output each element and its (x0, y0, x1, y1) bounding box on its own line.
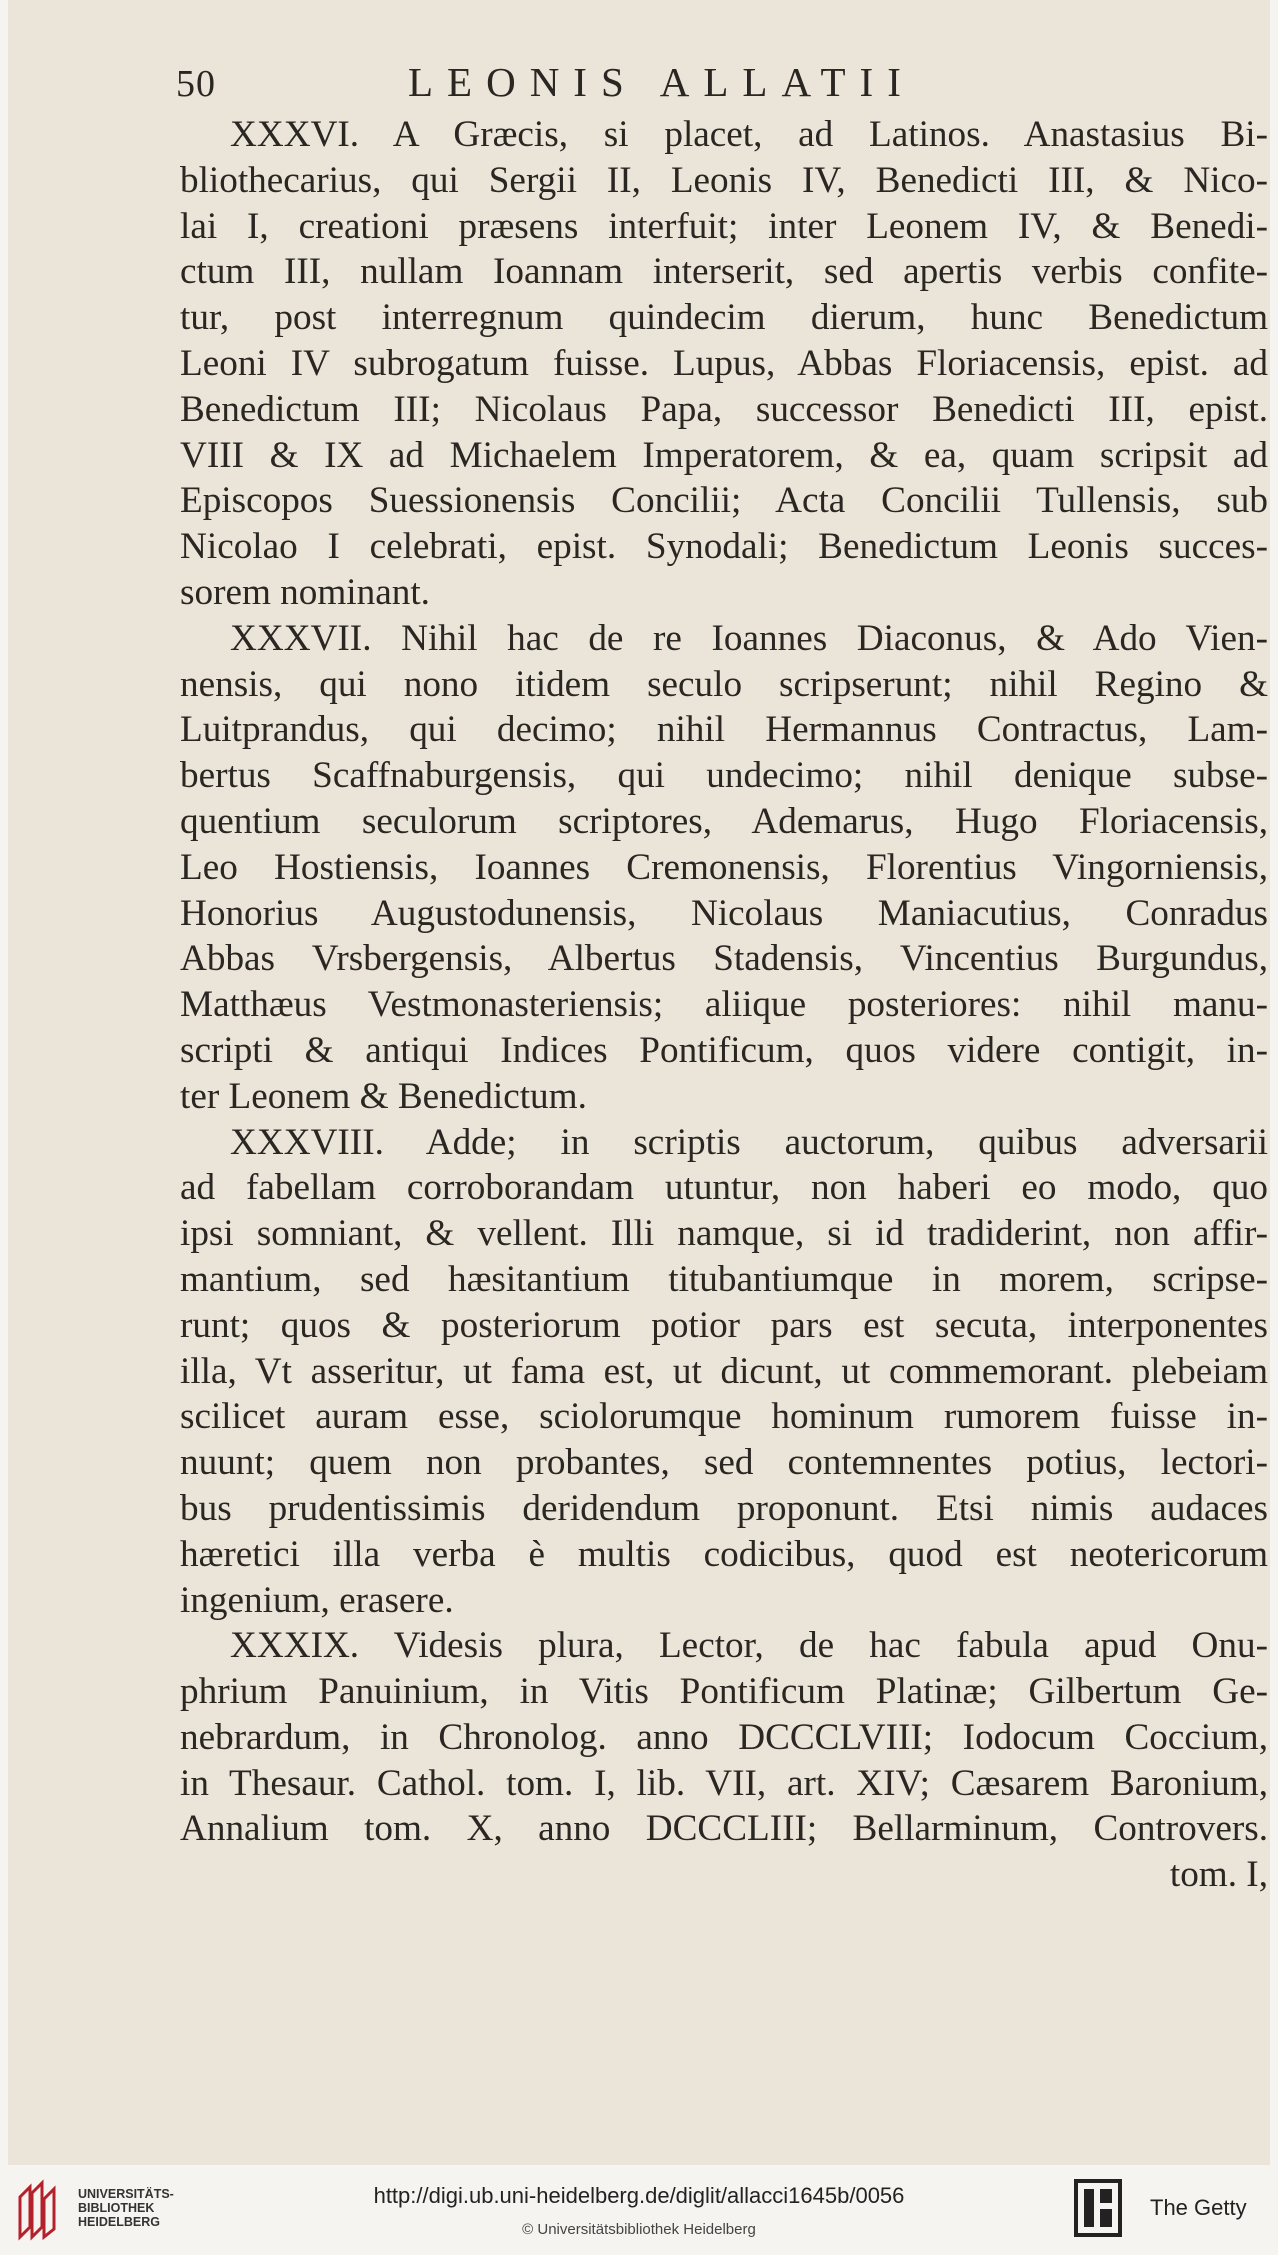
text-line: nensis, qui nono itidem seculo scripserunt; nihil Regino & (180, 663, 1268, 705)
text-line: nuunt; quem non probantes, sed contemnentes potius, lectori- (180, 1442, 1268, 1484)
text-line: XXXVII. Nihil hac de re Ioannes Diaconus, & Ado Vien- (230, 617, 1268, 659)
getty-logo-icon[interactable] (1074, 2179, 1122, 2237)
text-line: XXXVI. A Græcis, si placet, ad Latinos. Anastasius Bi- (230, 114, 1268, 155)
copyright-notice: © Universitätsbibliothek Heidelberg (522, 2221, 756, 2238)
text-line: VIII & IX ad Michaelem Imperatorem, & ea, quam scripsit ad (180, 434, 1268, 476)
text-line: ter Leonem & Benedictum. (180, 1075, 587, 1117)
text-line: hæretici illa verba è multis codicibus, quod est neotericorum (180, 1533, 1268, 1575)
text-line: Episcopos Suessionensis Concilii; Acta Concilii Tullensis, sub (180, 480, 1268, 522)
text-line: ad fabellam corroborandam utuntur, non haberi eo modo, quo (180, 1167, 1268, 1209)
text-line: Benedictum III; Nicolaus Papa, successor Benedicti III, epist. (180, 388, 1268, 430)
text-line: scilicet auram esse, sciolorumque hominum rumorem fuisse in- (180, 1396, 1268, 1438)
text-line: Annalium tom. X, anno DCCCLIII; Bellarminum, Controvers. (180, 1808, 1268, 1850)
permalink-url[interactable]: http://digi.ub.uni-heidelberg.de/diglit/allacci1645b/0056 (373, 2183, 905, 2208)
text-line: XXXVIII. Adde; in scriptis auctorum, quibus adversarii (230, 1121, 1268, 1163)
text-line: runt; quos & posteriorum potior pars est secuta, interponentes (180, 1304, 1268, 1346)
text-line: lai I, creationi præsens interfuit; inter Leonem IV, & Benedi- (180, 205, 1268, 247)
running-header (176, 58, 1256, 108)
text-line: Leo Hostiensis, Ioannes Cremonensis, Florentius Vingorniensis, (180, 846, 1268, 888)
text-line: Honorius Augustodunensis, Nicolaus Maniacutius, Conradus (180, 892, 1268, 934)
text-line: tur, post interregnum quindecim dierum, hunc Benedictum (180, 297, 1268, 339)
text-line: Matthæus Vestmonasteriensis; aliique posteriores: nihil manu- (180, 984, 1268, 1026)
text-body (180, 112, 1268, 1898)
page-number: 50 (176, 63, 216, 105)
scanned-page (8, 0, 1270, 2165)
text-line: in Thesaur. Cathol. tom. I, lib. VII, art. XIV; Cæsarem Baronium, (180, 1762, 1268, 1804)
library-label: UNIVERSITÄTS- BIBLIOTHEK HEIDELBERG (78, 2187, 174, 2229)
text-line: illa, Vt asseritur, ut fama est, ut dicunt, ut commemorant. plebeiam (180, 1350, 1268, 1392)
catchword: tom. I, (1169, 1854, 1268, 1896)
text-line: nebrardum, in Chronolog. anno DCCCLVIII; Iodocum Coccium, (180, 1716, 1268, 1758)
text-line: Nicolao I celebrati, epist. Synodali; Benedictum Leonis succes- (180, 526, 1268, 568)
viewer-footer (0, 2165, 1278, 2255)
running-title: LEONIS ALLATII (408, 59, 915, 105)
text-line: Luitprandus, qui decimo; nihil Hermannus Contractus, Lam- (180, 709, 1268, 751)
text-line: ingenium, erasere. (180, 1579, 454, 1621)
text-line: scripti & antiqui Indices Pontificum, quos videre contigit, in- (180, 1029, 1268, 1071)
text-line: bliothecarius, qui Sergii II, Leonis IV, Benedicti III, & Nico- (180, 159, 1268, 201)
text-line: quentium seculorum scriptores, Ademarus, Hugo Floriacensis, (180, 800, 1268, 842)
text-line: Abbas Vrsbergensis, Albertus Stadensis, Vincentius Burgundus, (180, 938, 1268, 980)
text-line: Leoni IV subrogatum fuisse. Lupus, Abbas Floriacensis, epist. ad (180, 342, 1268, 384)
text-line: mantium, sed hæsitantium titubantiumque in morem, scripse- (180, 1258, 1268, 1300)
sponsor-label: The Getty (1150, 2195, 1247, 2220)
text-line: ipsi somniant, & vellent. Illi namque, si id tradiderint, non affir- (180, 1213, 1268, 1255)
text-line: ctum III, nullam Ioannam interserit, sed apertis verbis confite- (180, 251, 1268, 293)
text-line: bertus Scaffnaburgensis, qui undecimo; nihil denique subse- (180, 755, 1268, 797)
text-line: phrium Panuinium, in Vitis Pontificum Platinæ; Gilbertum Ge- (180, 1671, 1268, 1713)
text-line: XXXIX. Videsis plura, Lector, de hac fabula apud Onu- (230, 1625, 1268, 1667)
text-line: bus prudentissimis deridendum proponunt. Etsi nimis audaces (180, 1487, 1268, 1529)
text-line: sorem nominant. (180, 571, 430, 613)
